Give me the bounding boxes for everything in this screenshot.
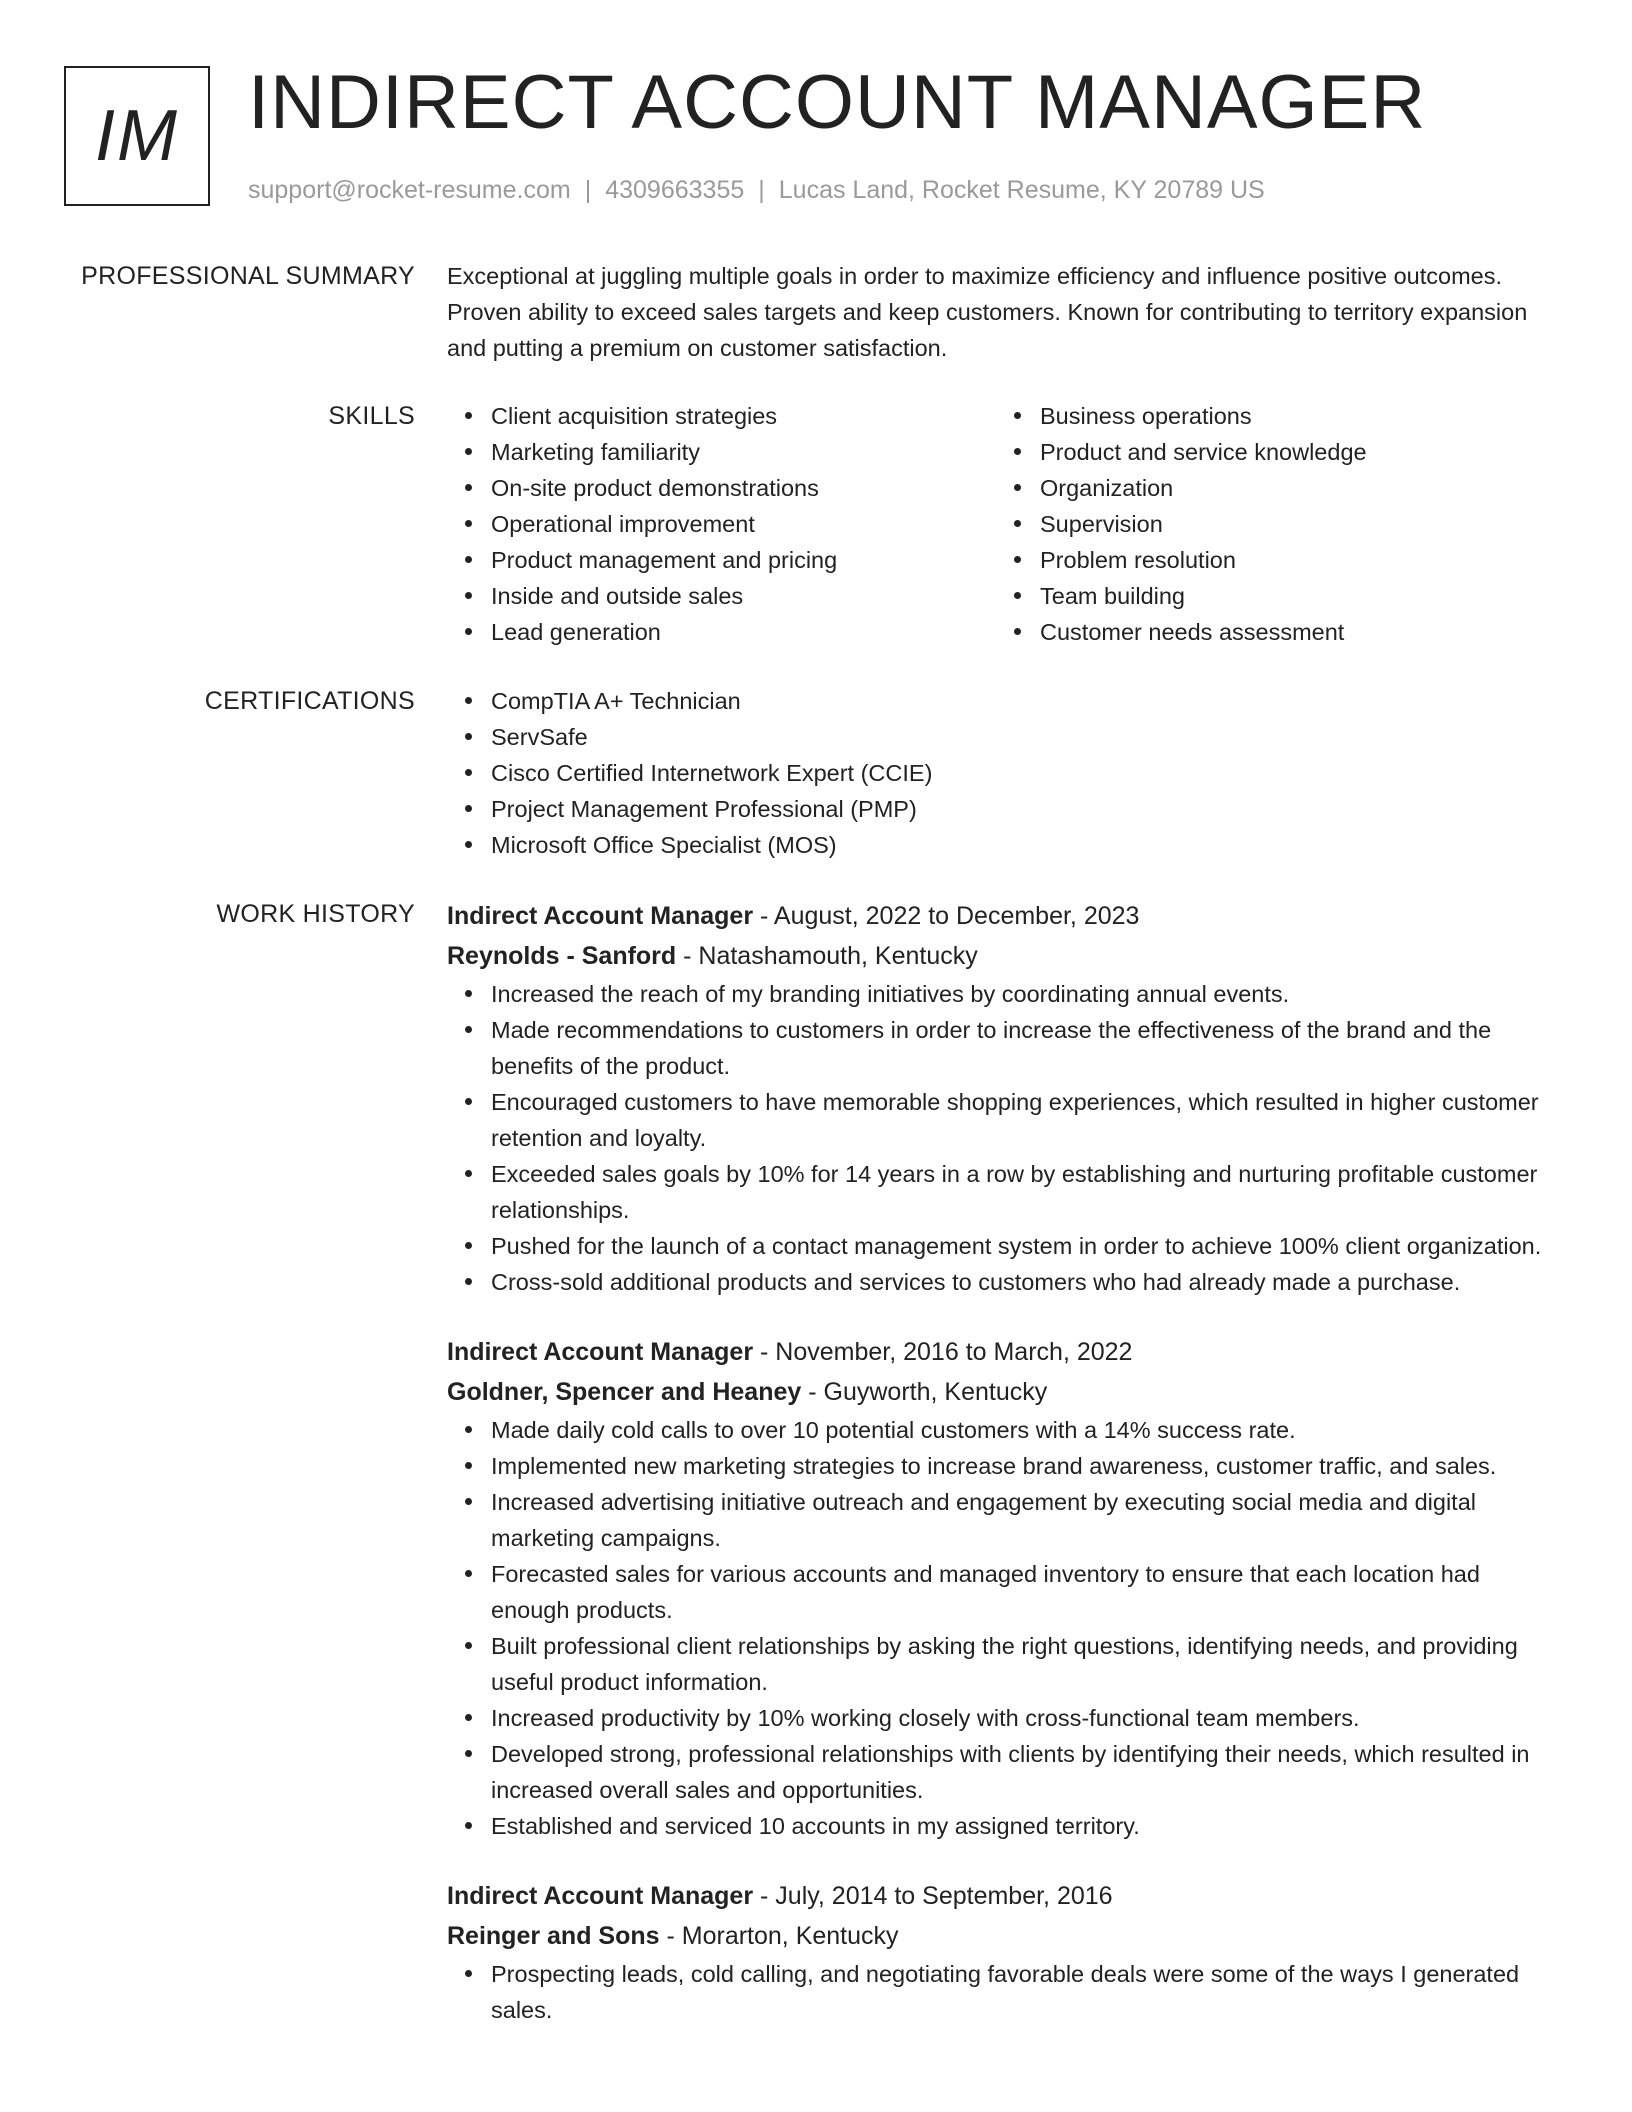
job-title-line xyxy=(447,1332,1562,1372)
job-bullet: Forecasted sales for various accounts and managed inventory to ensure that each location had enough products. xyxy=(491,1556,1562,1628)
skills-body xyxy=(447,398,1562,650)
job-location: - Guyworth, Kentucky xyxy=(801,1378,1048,1406)
job-company-line xyxy=(447,1372,1562,1412)
job-bullet: Developed strong, professional relationships with clients by identifying their needs, which resulted in increased overall sales and opportunities. xyxy=(491,1736,1562,1808)
job-role: Indirect Account Manager xyxy=(447,1338,754,1366)
job-dates: - August, 2022 to December, 2023 xyxy=(753,902,1140,930)
job-bullet: Prospecting leads, cold calling, and negotiating favorable deals were some of the ways I generated sales. xyxy=(491,1956,1562,2028)
contact-separator: | xyxy=(584,176,592,204)
certification-item: Microsoft Office Specialist (MOS) xyxy=(491,827,1562,863)
skill-item: Problem resolution xyxy=(1040,542,1545,578)
skill-item: Lead generation xyxy=(491,614,996,650)
job-bullet: Exceeded sales goals by 10% for 14 years in a row by establishing and nurturing profitable customer relationships. xyxy=(491,1156,1562,1228)
skill-item: Team building xyxy=(1040,578,1545,614)
skill-item: Product and service knowledge xyxy=(1040,434,1545,470)
job-entry xyxy=(447,896,1562,1300)
job-role: Indirect Account Manager xyxy=(447,1882,754,1910)
job-entry xyxy=(447,1876,1562,2028)
contact-phone[interactable]: 4309663355 xyxy=(605,176,745,204)
skill-item: Operational improvement xyxy=(491,506,996,542)
skill-item: Inside and outside sales xyxy=(491,578,996,614)
skills-column-right xyxy=(996,398,1545,650)
job-bullet: Pushed for the launch of a contact management system in order to achieve 100% client organization. xyxy=(491,1228,1562,1264)
contact-address: Lucas Land, Rocket Resume, KY 20789 US xyxy=(778,176,1265,204)
section-title-certifications: CERTIFICATIONS xyxy=(204,687,415,715)
summary-text: Exceptional at juggling multiple goals in order to maximize efficiency and influence positive outcomes. Proven ability to exceed sales targets and keep customers. Known for contributing to territory expansion and putting a premium on customer satisfaction. xyxy=(447,263,1528,361)
job-bullet: Made recommendations to customers in order to increase the effectiveness of the brand and the benefits of the product. xyxy=(491,1012,1562,1084)
job-bullet: Encouraged customers to have memorable shopping experiences, which resulted in higher customer retention and loyalty. xyxy=(491,1084,1562,1156)
contact-email[interactable]: support@rocket-resume.com xyxy=(248,176,571,204)
job-company: Reinger and Sons xyxy=(447,1922,660,1950)
job-bullet: Made daily cold calls to over 10 potential customers with a 14% success rate. xyxy=(491,1412,1562,1448)
skills-list-left xyxy=(447,398,996,650)
job-bullet: Built professional client relationships by asking the right questions, identifying needs, and providing useful product information. xyxy=(491,1628,1562,1700)
section-title-skills: SKILLS xyxy=(328,402,415,430)
skill-item: Marketing familiarity xyxy=(491,434,996,470)
skill-item: Organization xyxy=(1040,470,1545,506)
job-bullet: Implemented new marketing strategies to increase brand awareness, customer traffic, and sales. xyxy=(491,1448,1562,1484)
job-location: - Natashamouth, Kentucky xyxy=(676,942,978,970)
skills-column-left xyxy=(447,398,996,650)
job-location: - Morarton, Kentucky xyxy=(659,1922,899,1950)
job-bullet: Increased advertising initiative outreach and engagement by executing social media and digital marketing campaigns. xyxy=(491,1484,1562,1556)
job-bullets xyxy=(447,1956,1562,2028)
job-bullet: Established and serviced 10 accounts in my assigned territory. xyxy=(491,1808,1562,1844)
skills-grid xyxy=(447,398,1562,650)
job-company: Reynolds - Sanford xyxy=(447,942,677,970)
certification-item: ServSafe xyxy=(491,719,1562,755)
job-bullet: Increased productivity by 10% working closely with cross-functional team members. xyxy=(491,1700,1562,1736)
job-company-line xyxy=(447,1916,1562,1956)
job-bullet: Increased the reach of my branding initiatives by coordinating annual events. xyxy=(491,976,1562,1012)
job-bullets xyxy=(447,976,1562,1300)
monogram-box: IM xyxy=(64,66,210,206)
job-title-line xyxy=(447,1876,1562,1916)
skill-item: Customer needs assessment xyxy=(1040,614,1545,650)
certification-item: CompTIA A+ Technician xyxy=(491,683,1562,719)
job-bullets xyxy=(447,1412,1562,1844)
skill-item: On-site product demonstrations xyxy=(491,470,996,506)
job-bullet: Cross-sold additional products and services to customers who had already made a purchase. xyxy=(491,1264,1562,1300)
skills-list-right xyxy=(996,398,1545,650)
skill-item: Product management and pricing xyxy=(491,542,996,578)
work-history-body xyxy=(447,896,1562,2028)
certification-item: Project Management Professional (PMP) xyxy=(491,791,1562,827)
job-company: Goldner, Spencer and Heaney xyxy=(447,1378,802,1406)
section-title-summary: PROFESSIONAL SUMMARY xyxy=(81,262,415,290)
contact-line xyxy=(248,174,1265,206)
skill-item: Supervision xyxy=(1040,506,1545,542)
resume-name: INDIRECT ACCOUNT MANAGER xyxy=(248,60,1427,145)
certifications-list xyxy=(447,683,1562,863)
certifications-body xyxy=(447,683,1562,863)
certification-item: Cisco Certified Internetwork Expert (CCIE) xyxy=(491,755,1562,791)
job-dates: - November, 2016 to March, 2022 xyxy=(753,1338,1133,1366)
job-title-line xyxy=(447,896,1562,936)
skill-item: Client acquisition strategies xyxy=(491,398,996,434)
section-title-work-history: WORK HISTORY xyxy=(216,900,415,928)
job-dates: - July, 2014 to September, 2016 xyxy=(753,1882,1113,1910)
skill-item: Business operations xyxy=(1040,398,1545,434)
job-company-line xyxy=(447,936,1562,976)
job-role: Indirect Account Manager xyxy=(447,902,754,930)
contact-separator: | xyxy=(758,176,765,204)
job-entry xyxy=(447,1332,1562,1844)
